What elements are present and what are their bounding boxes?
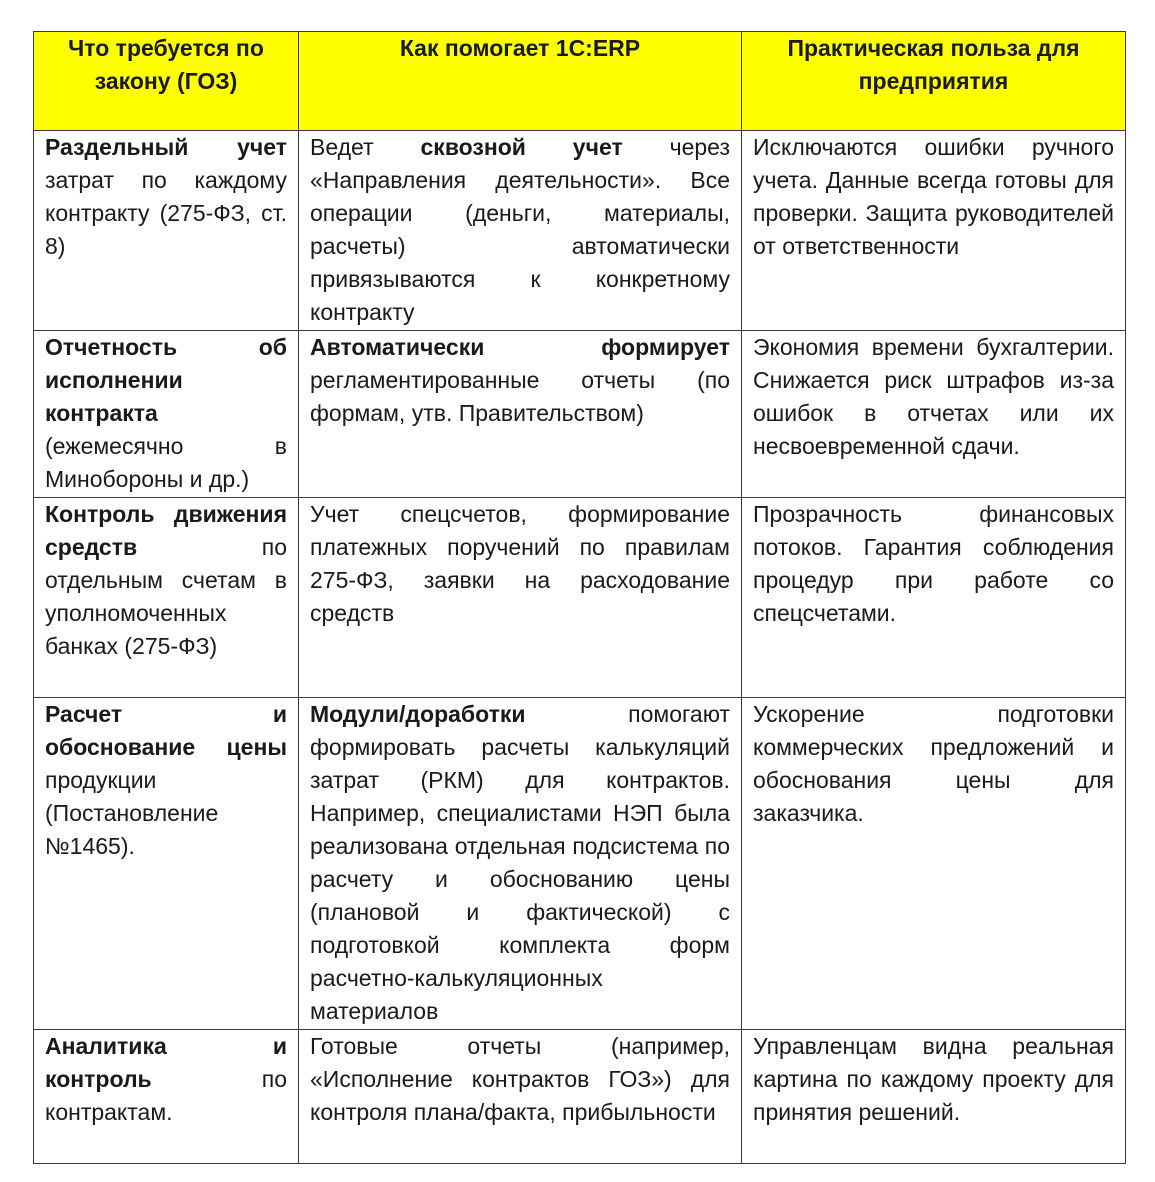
erp-text: Готовые отчеты (например, «Исполнение контрактов ГОЗ») для контроля плана/факта, прибыльности xyxy=(310,1033,730,1125)
benefit-cell: Ускорение подготовки коммерческих предложений и обоснования цены для заказчика. xyxy=(742,698,1126,1030)
table-row xyxy=(34,498,1126,698)
erp-cell xyxy=(299,131,742,331)
requirement-text: по отдельным счетам в уполномоченных банках (275-ФЗ) xyxy=(45,534,287,659)
header-requirement: Что требуется по закону (ГОЗ) xyxy=(34,32,299,131)
requirement-cell xyxy=(34,498,299,698)
requirement-text: затрат по каждому контракту (275-ФЗ, ст. 8) xyxy=(45,167,287,259)
erp-cell xyxy=(299,498,742,698)
requirement-cell xyxy=(34,1030,299,1164)
requirement-text: по контрактам. xyxy=(45,1066,287,1125)
requirement-bold: Отчетность об исполнении контракта xyxy=(45,334,287,426)
benefit-cell: Экономия времени бухгалтерии. Снижается риск штрафов из-за ошибок в отчетах или их несвоевременной сдачи. xyxy=(742,331,1126,498)
requirement-text: продукции (Постановление №1465). xyxy=(45,767,219,859)
table-row xyxy=(34,131,1126,331)
requirement-cell xyxy=(34,698,299,1030)
erp-text: регламентированные отчеты (по формам, утв. Правительством) xyxy=(310,367,730,426)
erp-bold: Модули/доработки xyxy=(310,701,526,727)
header-benefit: Практическая польза для предприятия xyxy=(742,32,1126,131)
erp-bold: Автоматически формирует xyxy=(310,334,730,360)
benefit-cell: Исключаются ошибки ручного учета. Данные всегда готовы для проверки. Защита руководителей от ответственности xyxy=(742,131,1126,331)
requirement-text: (ежемесячно в Минобороны и др.) xyxy=(45,433,287,492)
requirement-bold: Раздельный учет xyxy=(45,134,287,160)
goz-comparison-table xyxy=(33,31,1126,1164)
erp-cell xyxy=(299,1030,742,1164)
erp-text: Учет спецсчетов, формирование платежных поручений по правилам 275-ФЗ, заявки на расходование средств xyxy=(310,501,730,626)
table-header-row xyxy=(34,32,1126,131)
table-row xyxy=(34,698,1126,1030)
erp-text: через «Направления деятельности». Все операции (деньги, материалы, расчеты) автоматически привязываются к конкретному контракту xyxy=(310,134,731,325)
requirement-cell xyxy=(34,331,299,498)
header-erp: Как помогает 1С:ERP xyxy=(299,32,742,131)
benefit-cell: Прозрачность финансовых потоков. Гарантия соблюдения процедур при работе со спецсчетами. xyxy=(742,498,1126,698)
erp-bold: сквозной учет xyxy=(420,134,623,160)
table-row xyxy=(34,1030,1126,1164)
benefit-cell: Управленцам видна реальная картина по каждому проекту для принятия решений. xyxy=(742,1030,1126,1164)
requirement-bold: Контроль движения средств xyxy=(45,501,287,560)
erp-pre: Ведет xyxy=(310,134,421,160)
erp-cell xyxy=(299,331,742,498)
requirement-cell xyxy=(34,131,299,331)
erp-text: помогают формировать расчеты калькуляций затрат (РКМ) для контрактов. Например, специалистами НЭП была реализована отдельная подсистема по расчету и обоснованию цены (плановой и фактической) с подготовкой комплекта форм расчетно-калькуляционных материалов xyxy=(310,701,730,1024)
requirement-bold: Расчет и обоснование цены xyxy=(45,701,287,760)
erp-cell xyxy=(299,698,742,1030)
table-row xyxy=(34,331,1126,498)
requirement-bold: Аналитика и контроль xyxy=(45,1033,287,1092)
